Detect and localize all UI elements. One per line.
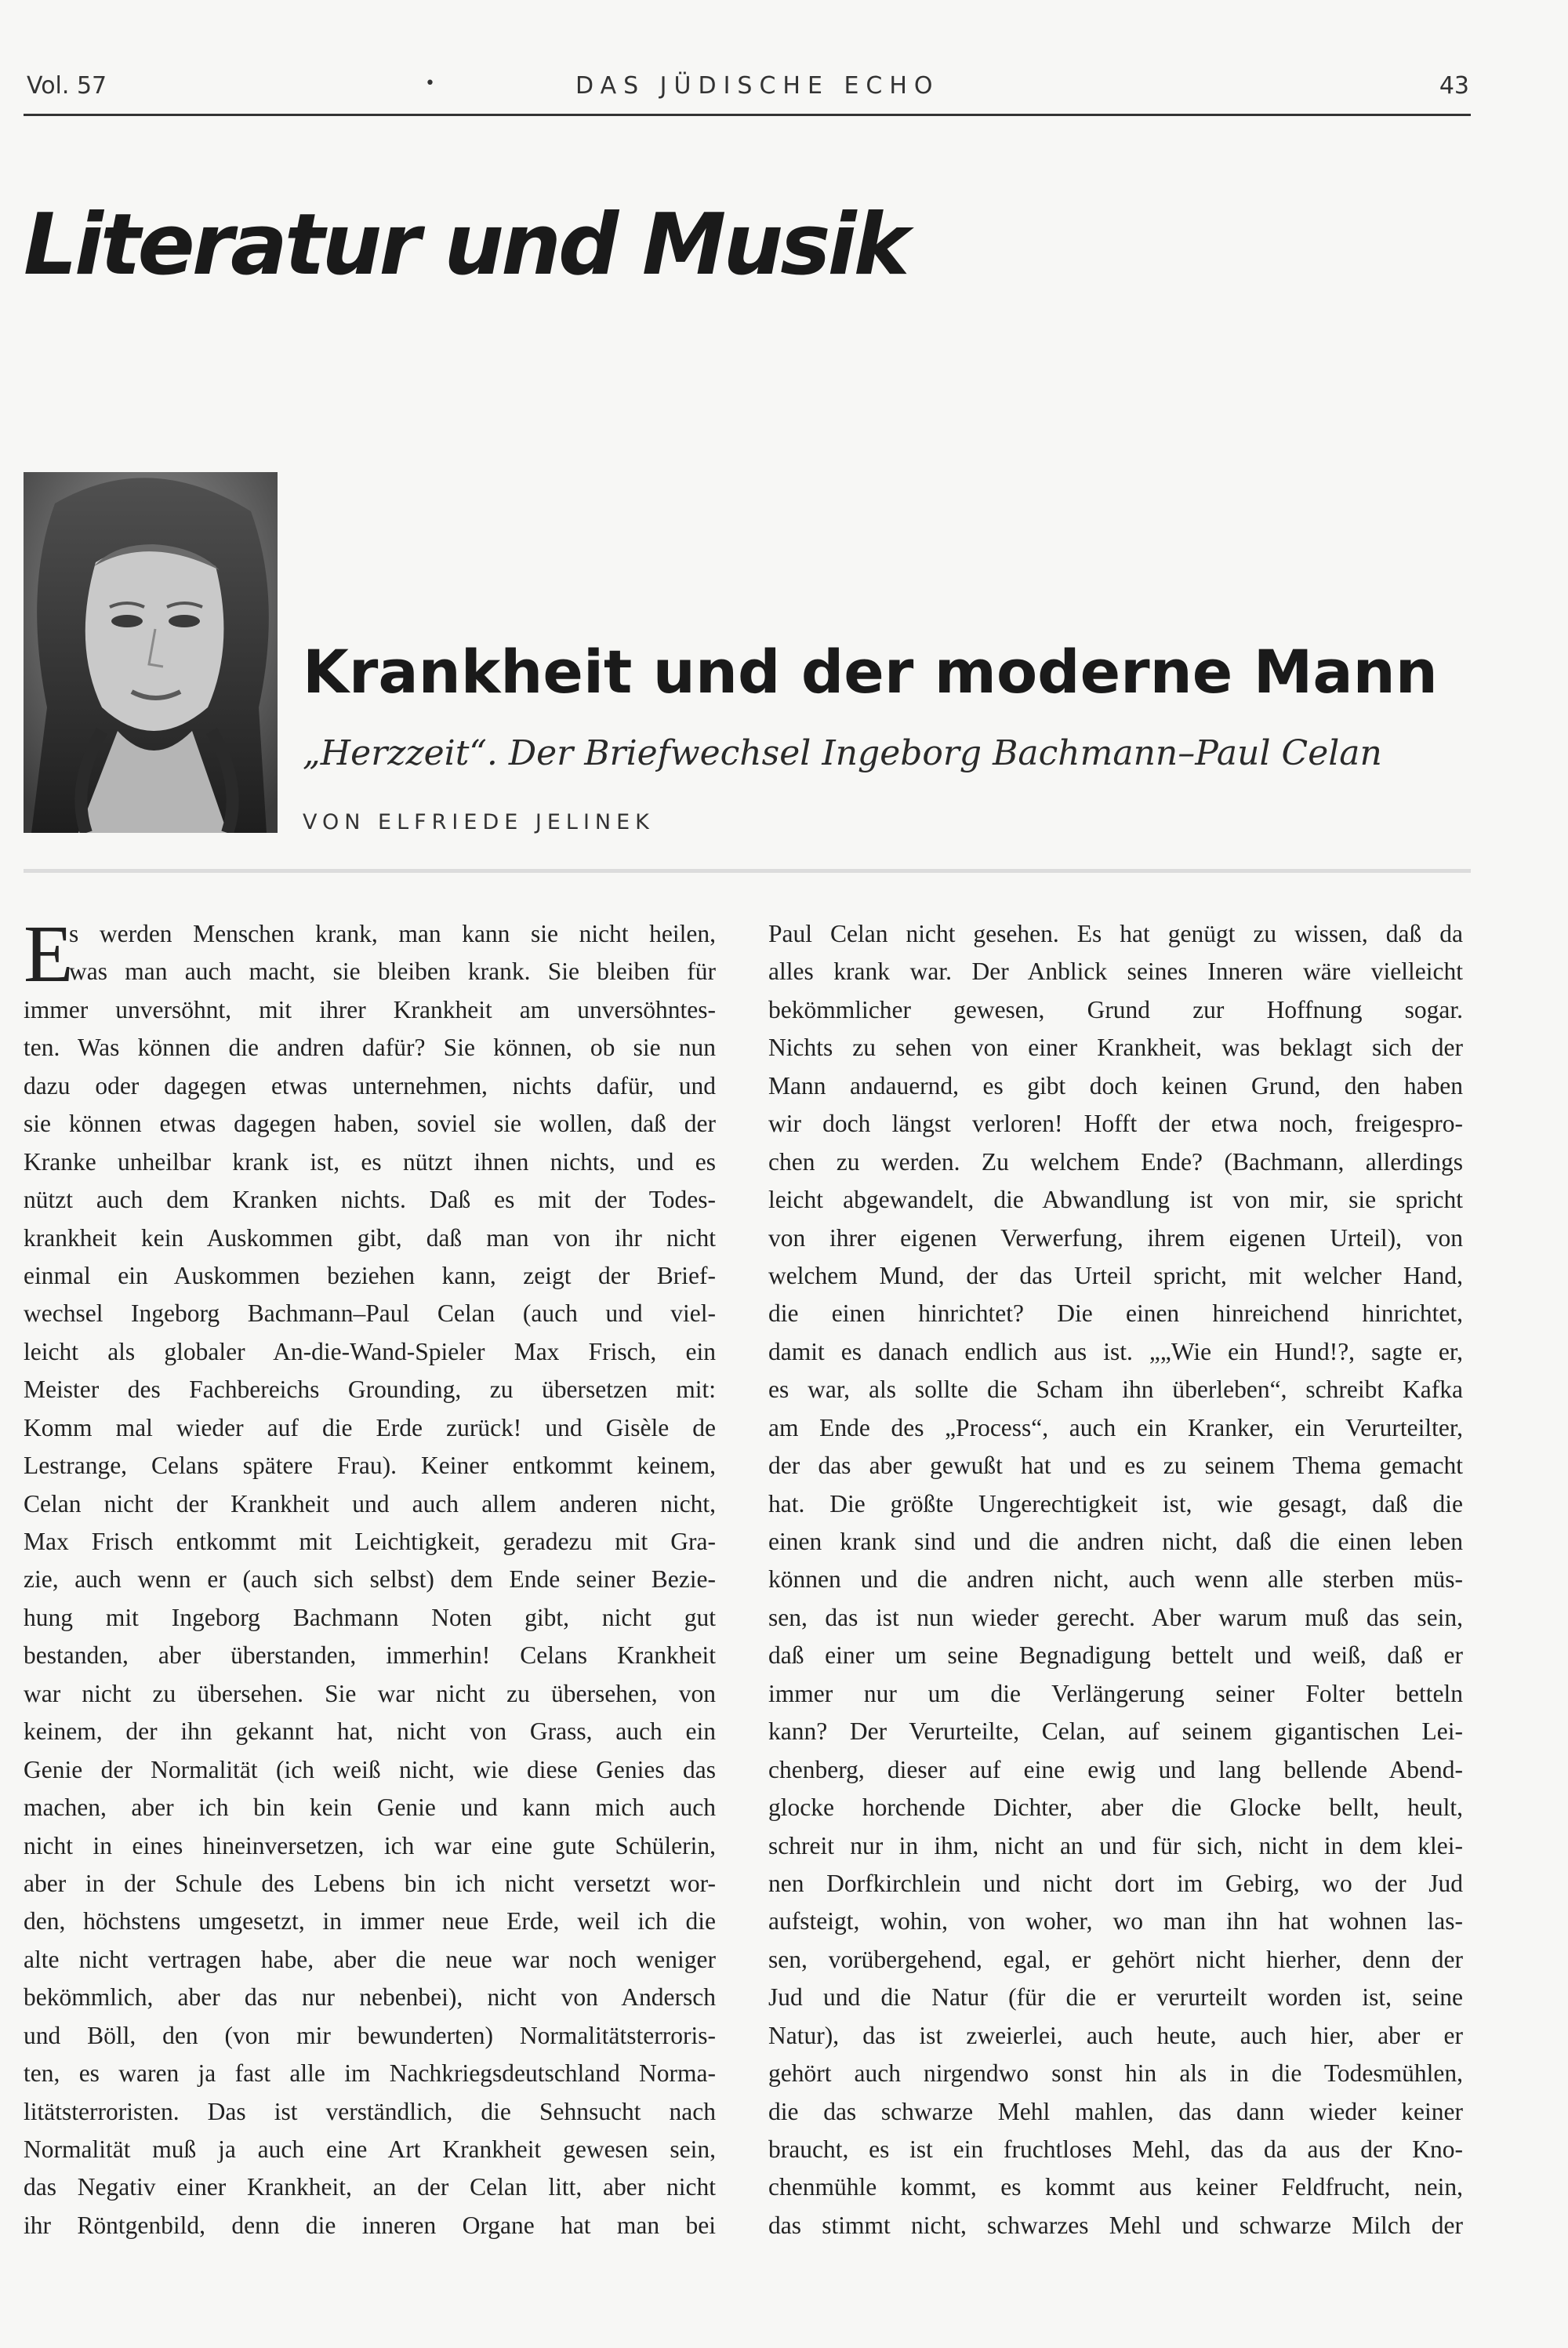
body-line: immer nur um die Verlängerung seiner Folter betteln xyxy=(768,1679,1463,1707)
body-line: ihr Röntgenbild, denn die inneren Organe hat man bei xyxy=(24,2211,716,2239)
body-line: Komm mal wieder auf die Erde zurück! und Gisèle de xyxy=(24,1413,716,1441)
body-line: sen, vorübergehend, egal, er gehört nicht hierher, denn der xyxy=(768,1945,1463,1973)
body-line: welchem Mund, der das Urteil spricht, mit welcher Hand, xyxy=(768,1261,1463,1289)
body-line: s werden Menschen krank, man kann sie nicht heilen, xyxy=(69,920,716,947)
body-line: schreit nur in ihm, nicht an und für sich, nicht in dem klei- xyxy=(768,1831,1463,1859)
body-line: leicht abgewandelt, die Abwandlung ist von mir, sie spricht xyxy=(768,1186,1463,1214)
body-line: Nichts zu sehen von einer Krankheit, was beklagt sich der xyxy=(768,1034,1463,1062)
author-portrait xyxy=(24,472,278,833)
body-line: hat. Die größte Ungerechtigkeit ist, wie gesagt, daß die xyxy=(768,1489,1463,1517)
body-line: Max Frisch entkommt mit Leichtigkeit, geradezu mit Gra- xyxy=(24,1528,716,1555)
body-line: bekömmlicher gewesen, Grund zur Hoffnung sogar. xyxy=(768,995,1463,1023)
body-line: den, höchstens umgesetzt, in immer neue Erde, weil ich die xyxy=(24,1907,716,1935)
body-line: alles krank war. Der Anblick seines Inneren wäre vielleicht xyxy=(768,958,1463,986)
body-line: bestanden, aber überstanden, immerhin! Celans Krankheit xyxy=(24,1641,716,1670)
section-title: Literatur und Musik xyxy=(24,196,907,294)
body-line: Celan nicht der Krankheit und auch allem anderen nicht, xyxy=(24,1489,716,1517)
body-line: daß einer um seine Begnadigung bettelt und weiß, daß er xyxy=(768,1641,1463,1670)
journal-title: DAS JÜDISCHE ECHO xyxy=(575,72,940,100)
body-line: braucht, es ist ein fruchtloses Mehl, das da aus der Kno- xyxy=(768,2135,1463,2163)
body-line: der das aber gewußt hat und es zu seinem Thema gemacht xyxy=(768,1452,1463,1480)
byline: VON ELFRIEDE JELINEK xyxy=(303,810,655,834)
body-line: können und die andren nicht, auch wenn alle sterben müs- xyxy=(768,1565,1463,1594)
body-line: Paul Celan nicht gesehen. Es hat genügt zu wissen, daß da xyxy=(768,920,1463,947)
body-line: nen Dorfkirchlein und nicht dort im Gebirg, wo der Jud xyxy=(768,1869,1463,1897)
body-line: Normalität muß ja auch eine Art Krankheit gewesen sein, xyxy=(24,2135,716,2163)
drop-cap: E xyxy=(24,909,74,999)
body-line: aber in der Schule des Lebens bin ich nicht versetzt wor- xyxy=(24,1869,716,1897)
body-line: das Negativ einer Krankheit, an der Celan litt, aber nicht xyxy=(24,2173,716,2201)
body-line: das stimmt nicht, schwarzes Mehl und schwarze Milch der xyxy=(768,2211,1463,2239)
running-header xyxy=(27,72,1469,119)
body-line: Meister des Fachbereichs Grounding, zu übersetzen mit: xyxy=(24,1376,716,1404)
body-line: dazu oder dagegen etwas unternehmen, nichts dafür, und xyxy=(24,1071,716,1099)
body-line: ten. Was können die andren dafür? Sie können, ob sie nun xyxy=(24,1034,716,1062)
body-line: immer unversöhnt, mit ihrer Krankheit am unversöhntes- xyxy=(24,995,716,1023)
body-line: ten, es waren ja fast alle im Nachkriegsdeutschland Norma- xyxy=(24,2059,716,2088)
page-number: 43 xyxy=(1439,72,1469,100)
body-line: es war, als sollte die Scham ihn überleben“, schreibt Kafka xyxy=(768,1376,1463,1404)
body-line: von ihrer eigenen Verwerfung, ihrem eigenen Urteil), von xyxy=(768,1223,1463,1252)
body-line: nicht in eines hineinversetzen, ich war eine gute Schülerin, xyxy=(24,1831,716,1859)
article-subtitle: „Herzzeit“. Der Briefwechsel Ingeborg Bachmann–Paul Celan xyxy=(303,733,1382,773)
body-line: war nicht zu übersehen. Sie war nicht zu übersehen, von xyxy=(24,1679,716,1707)
body-line: leicht als globaler An-die-Wand-Spieler Max Frisch, ein xyxy=(24,1337,716,1365)
article-title: Krankheit und der moderne Mann xyxy=(303,637,1438,707)
body-line: die das schwarze Mehl mahlen, das dann wieder keiner xyxy=(768,2097,1463,2125)
body-line: sie können etwas dagegen haben, soviel sie wollen, daß der xyxy=(24,1110,716,1138)
body-line: Jud und die Natur (für die er verurteilt worden ist, seine xyxy=(768,1983,1463,2012)
body-line: einen krank sind und die andren nicht, daß die einen leben xyxy=(768,1528,1463,1555)
body-line: Lestrange, Celans spätere Frau). Keiner entkommt keinem, xyxy=(24,1452,716,1480)
body-line: alte nicht vertragen habe, aber die neue war noch weniger xyxy=(24,1945,716,1973)
body-line: Kranke unheilbar krank ist, es nützt ihnen nichts, und es xyxy=(24,1147,716,1176)
body-line: glocke horchende Dichter, aber die Glocke bellt, heult, xyxy=(768,1794,1463,1822)
body-line: Natur), das ist zweierlei, auch heute, auch hier, aber er xyxy=(768,2021,1463,2049)
body-line: damit es danach endlich aus ist. „„Wie ein Hund!?, sagte er, xyxy=(768,1337,1463,1365)
body-column-left xyxy=(24,909,716,2244)
separator-rule xyxy=(24,869,1471,873)
header-rule xyxy=(24,114,1471,116)
body-line: nützt auch dem Kranken nichts. Daß es mit der Todes- xyxy=(24,1186,716,1214)
header-separator: • xyxy=(425,74,435,93)
body-line: hung mit Ingeborg Bachmann Noten gibt, nicht gut xyxy=(24,1603,716,1631)
body-line: Genie der Normalität (ich weiß nicht, wie diese Genies das xyxy=(24,1755,716,1783)
body-column-right xyxy=(768,915,1463,2244)
body-line: keinem, der ihn gekannt hat, nicht von Grass, auch ein xyxy=(24,1717,716,1746)
body-line: was man auch macht, sie bleiben krank. Sie bleiben für xyxy=(69,958,716,986)
body-line: aufsteigt, wohin, von woher, wo man ihn hat wohnen las- xyxy=(768,1907,1463,1935)
body-line: Mann andauernd, es gibt doch keinen Grund, den haben xyxy=(768,1071,1463,1099)
body-line: bekömmlich, aber das nur nebenbei), nicht von Andersch xyxy=(24,1983,716,2012)
body-line: krankheit kein Auskommen gibt, daß man von ihr nicht xyxy=(24,1223,716,1252)
body-line: die einen hinrichtet? Die einen hinreichend hinrichtet, xyxy=(768,1299,1463,1328)
body-line: gehört auch nirgendwo sonst hin als in die Todesmühlen, xyxy=(768,2059,1463,2088)
body-line: litätsterroristen. Das ist verständlich, die Sehnsucht nach xyxy=(24,2097,716,2125)
body-line: sen, das ist nun wieder gerecht. Aber warum muß das sein, xyxy=(768,1603,1463,1631)
body-line: und Böll, den (von mir bewunderten) Normalitätsterroris- xyxy=(24,2021,716,2049)
body-line: chenberg, dieser auf eine ewig und lang bellende Abend- xyxy=(768,1755,1463,1783)
body-line: wir doch längst verloren! Hofft der etwa noch, freigespro- xyxy=(768,1110,1463,1138)
volume-label: Vol. 57 xyxy=(27,72,107,100)
body-line: zie, auch wenn er (auch sich selbst) dem Ende seiner Bezie- xyxy=(24,1565,716,1594)
body-line: am Ende des „Process“, auch ein Kranker, ein Verurteilter, xyxy=(768,1413,1463,1441)
body-line: wechsel Ingeborg Bachmann–Paul Celan (auch und viel- xyxy=(24,1299,716,1328)
body-line: machen, aber ich bin kein Genie und kann mich auch xyxy=(24,1794,716,1822)
body-line: chenmühle kommt, es kommt aus keiner Feldfrucht, nein, xyxy=(768,2173,1463,2201)
body-line: chen zu werden. Zu welchem Ende? (Bachmann, allerdings xyxy=(768,1147,1463,1176)
body-line: einmal ein Auskommen beziehen kann, zeigt der Brief- xyxy=(24,1261,716,1289)
body-line: kann? Der Verurteilte, Celan, auf seinem gigantischen Lei- xyxy=(768,1717,1463,1746)
